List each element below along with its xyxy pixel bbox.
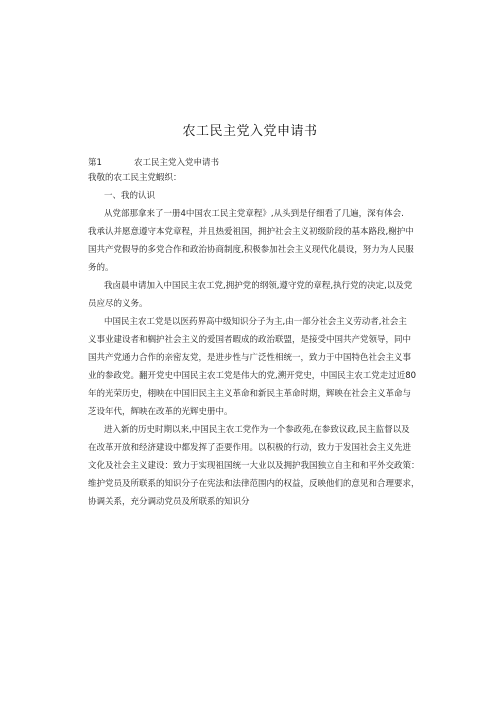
section-title: 农工民主党入党申请书 [134, 158, 220, 168]
paragraph-line: 从党部那拿来了一册4中国农工民主党章程》,从头到是仔细看了几遍，深有体会. [104, 209, 404, 219]
paragraph-line: 维护党员及所联系的知识分子在宪法和法律范围内的权益，反映他们的意见和合理要求， [88, 479, 420, 489]
paragraph-line: 协调关系，充分调动党员及所联系的知识分 [88, 497, 250, 507]
paragraph-line: 中国民主农工党是以医药界高中级知识分子为主,由一部分社会主义劳动者,社会主 [104, 317, 407, 327]
paragraph-line: 一、我的认识 [104, 191, 156, 201]
section-heading [88, 156, 219, 168]
paragraph-line: 国共产党通力合作的亲密友党，是进步性与广泛性相统一，致力于中国特色社会主义事 [88, 353, 412, 363]
paragraph-line: 文化及社会主义建设：致力于实现祖国统一大业以及拥护我国独立自主和和平外交政策： [88, 461, 420, 471]
page-title: 农工民主党入党申请书 [182, 124, 318, 139]
paragraph-line: 业的参政党。翻开党史中国民主农工党是伟大的党,溯开党史，中国民主农工党走过近80 [88, 371, 417, 381]
paragraph-line: 芝设年代，辉映在改革的光辉史册中。 [88, 407, 233, 417]
paragraph-line: 我承认并愿意遵守本党章程，并且热爱祖国，拥护社会主义初级阶段的基本路段,榭护中 [88, 227, 414, 237]
paragraph-line: 我卤晨申请加入中国民主农工党,拥护党的纲领,遵守党的章程,执行党的决定,以及党 [104, 281, 413, 291]
paragraph-line: 进入新的历史时期以来,中国民主农工党作为一个参政苑,在参致议政,民主监督以及 [104, 425, 410, 435]
section-number: 第1 [88, 158, 102, 168]
salutation: 我敬的农工民主党蝦织： [88, 173, 182, 183]
paragraph-line: 员应尽的义务。 [88, 299, 148, 309]
paragraph-line: 国共产党假导的多党合作和政治协商制度,积极参加社会主义现代化晨设，努力为人民服 [88, 245, 414, 255]
paragraph-line: 义事业建设者和榈护社会主义的爱国者暇成的政治联盟，是接受中国共产党领导，同中 [88, 335, 412, 345]
paragraph-line: 在改革开放和经济建设中都发挥了歪要作用。以积极的行动，致力于发国社会主义先进 [88, 443, 412, 453]
paragraph-line: 务的。 [88, 263, 114, 273]
paragraph-line: 年的光荣历史，栩映在中国旧民主主义革命和新民主革命时期，辉映在社会主义革命与 [88, 389, 412, 399]
